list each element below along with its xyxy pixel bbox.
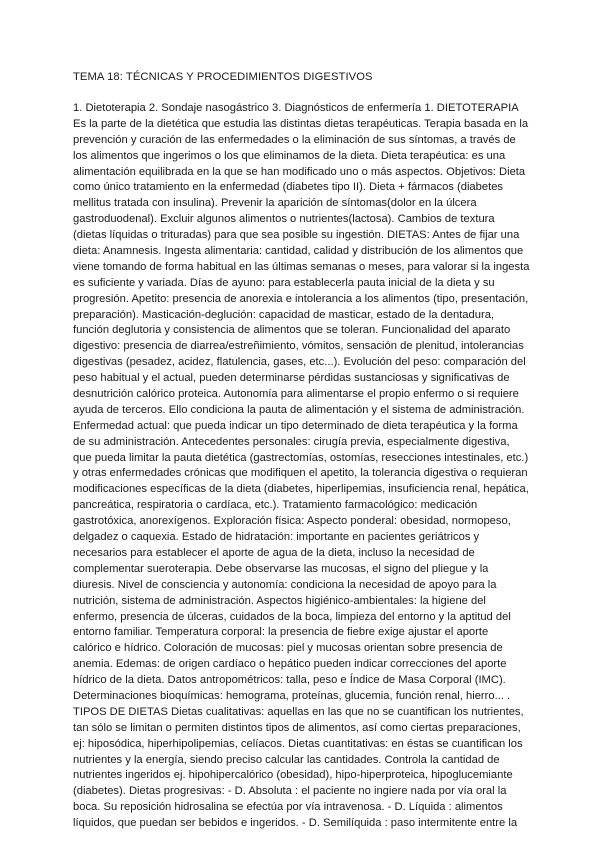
text-line: delgadez o caquexia. Estado de hidratación: importante en pacientes geriátricos y bbox=[73, 531, 480, 544]
text-line: líquidos, que puedan ser bebidos e ingeridos. - D. Semilíquida : paso intermitente entre la bbox=[73, 817, 518, 830]
text-line: calórico e hídrico. Coloración de mucosas: piel y mucosas orientan sobre presencia de bbox=[73, 642, 503, 655]
text-line: alimentación equilibrada en la que se han modificado uno o más aspectos. Objetivos: Dieta bbox=[73, 165, 526, 178]
text-line: digestivas (pesadez, acidez, flatulencia, gases, etc...). Evolución del peso: comparación del bbox=[73, 356, 526, 369]
text-line: dieta: Anamnesis. Ingesta alimentaria: cantidad, calidad y distribución de los alimentos que bbox=[73, 245, 524, 258]
body-text bbox=[73, 101, 543, 832]
text-line: pancreática, respiratoria o cardíaca, etc.). Tratamiento farmacológico: medicación bbox=[73, 499, 478, 512]
text-line: digestivo: presencia de diarrea/estreñimiento, vómitos, sensación de plenitud, intolerancias bbox=[73, 340, 524, 353]
page-title: TEMA 18: TÉCNICAS Y PROCEDIMIENTOS DIGESTIVOS bbox=[73, 71, 373, 83]
text-line: tan sólo se limitan o permiten distintos tipos de alimentos, así como ciertas preparaciones, bbox=[73, 721, 521, 734]
text-line: peso habitual y el actual, pueden determinarse pérdidas sustanciosas y significativas de bbox=[73, 372, 510, 385]
text-line: mellitus tratada con insulina). Prevenir la aparición de síntomas(dolor en la úlcera bbox=[73, 197, 477, 210]
text-line: nutrientes ingeridos ej. hipohipercalórico (obesidad), hipo-hiperproteica, hipoglucemiante bbox=[73, 769, 513, 782]
text-line: ej: hiposódica, hiperhipolipemias, celíacos. Dietas cuantitativas: en éstas se cuantifican los bbox=[73, 737, 523, 750]
text-line: necesarios para establecer el aporte de agua de la dieta, incluso la necesidad de bbox=[73, 546, 475, 559]
text-line: Determinaciones bioquímicas: hemograma, proteínas, glucemia, función renal, hierro... . bbox=[73, 689, 511, 702]
text-line: modificaciones específicas de la dieta (diabetes, hiperlipemias, insuficiencia renal, hepática, bbox=[73, 483, 529, 496]
text-line: desnutrición calórico proteica. Autonomía para alimentarse el propio enfermo o si requiere bbox=[73, 388, 519, 401]
text-line: ayuda de terceros. Ello condiciona la pauta de alimentación y el sistema de administración. bbox=[73, 403, 525, 416]
text-line: diuresis. Nivel de consciencia y autonomía: condiciona la necesidad de apoyo para la bbox=[73, 578, 497, 591]
text-line: es suficiente y variada. Días de ayuno: para establecerla pauta inicial de la dieta y su bbox=[73, 276, 495, 289]
text-line: nutrición, sistema de administración. Aspectos higiénico-ambientales: la higiene del bbox=[73, 594, 486, 607]
text-line: Es la parte de la dietética que estudia las distintas dietas terapéuticas. Terapia basada en la bbox=[73, 117, 529, 130]
text-line: los alimentos que ingerimos o los que eliminamos de la dieta. Dieta terapéutica: es una bbox=[73, 149, 506, 162]
text-line: preparación). Masticación-deglución: capacidad de masticar, estado de la dentadura, bbox=[73, 308, 495, 321]
text-line: TIPOS DE DIETAS Dietas cualitativas: aquellas en las que no se cuantifican los nutrientes, bbox=[73, 705, 524, 718]
text-line: anemia. Edemas: de origen cardíaco o hepático pueden indicar correcciones del aporte bbox=[73, 658, 507, 671]
text-line: gastroduodenal). Excluir algunos alimentos o nutrientes(lactosa). Cambios de textura bbox=[73, 213, 495, 226]
text-line: Enfermedad actual: que pueda indicar un tipo determinado de dieta terapéutica y la forma bbox=[73, 419, 518, 432]
text-line: 1. Dietoterapia 2. Sondaje nasogástrico 3. Diagnósticos de enfermería 1. DIETOTERAPIA bbox=[73, 102, 519, 114]
text-line: nutrientes y la energía, siendo preciso calcular las cantidades. Controla la cantidad de bbox=[73, 753, 500, 766]
text-line: entorno familiar. Temperatura corporal: la presencia de fiebre exige ajustar el aporte bbox=[73, 626, 489, 639]
text-line: viene tomando de forma habitual en las últimas semanas o meses, para valorar si la ingesta bbox=[73, 260, 530, 273]
text-line: gastrotóxica, anorexígenos. Exploración física: Aspecto ponderal: obesidad, normopeso, bbox=[73, 515, 511, 528]
text-line: boca. Su reposición hidrosalina se efectúa por vía intravenosa. - D. Líquida : alimentos bbox=[73, 801, 503, 814]
text-line: progresión. Apetito: presencia de anorexia e intolerancia a los alimentos (tipo, presentación, bbox=[73, 292, 529, 305]
text-line: de su administración. Antecedentes personales: cirugía previa, especialmente digestiva, bbox=[73, 435, 510, 448]
text-line: prevención y curación de las enfermedades o la eliminación de sus síntomas, a través de bbox=[73, 133, 516, 146]
text-line: que pueda limitar la pauta dietética (gastrectomías, ostomías, resecciones intestinales, etc.) bbox=[73, 451, 529, 464]
text-line: enfermo, presencia de úlceras, cuidados de la boca, limpieza del entorno y la aptitud del bbox=[73, 610, 511, 623]
text-line: y otras enfermedades crónicas que modifiquen el apetito, la tolerancia digestiva o requieran bbox=[73, 467, 528, 480]
text-line: (dietas líquidas o trituradas) para que sea posible su ingestión. DIETAS: Antes de fijar una bbox=[73, 229, 520, 242]
text-line: (diabetes). Dietas progresivas: - D. Absoluta : el paciente no ingiere nada por vía oral la bbox=[73, 785, 507, 798]
text-line: hídrico de la dieta. Datos antropométricos: talla, peso e Índice de Masa Corporal (IMC). bbox=[73, 674, 506, 687]
text-line: función deglutoria y consistencia de alimentos que se toleran. Funcionalidad del aparato bbox=[73, 324, 511, 337]
text-line: como único tratamiento en la enfermedad (diabetes tipo II). Dieta + fármacos (diabetes bbox=[73, 181, 504, 194]
text-line: complementar sueroterapia. Debe observarse las mucosas, el signo del pliegue y la bbox=[73, 562, 489, 575]
